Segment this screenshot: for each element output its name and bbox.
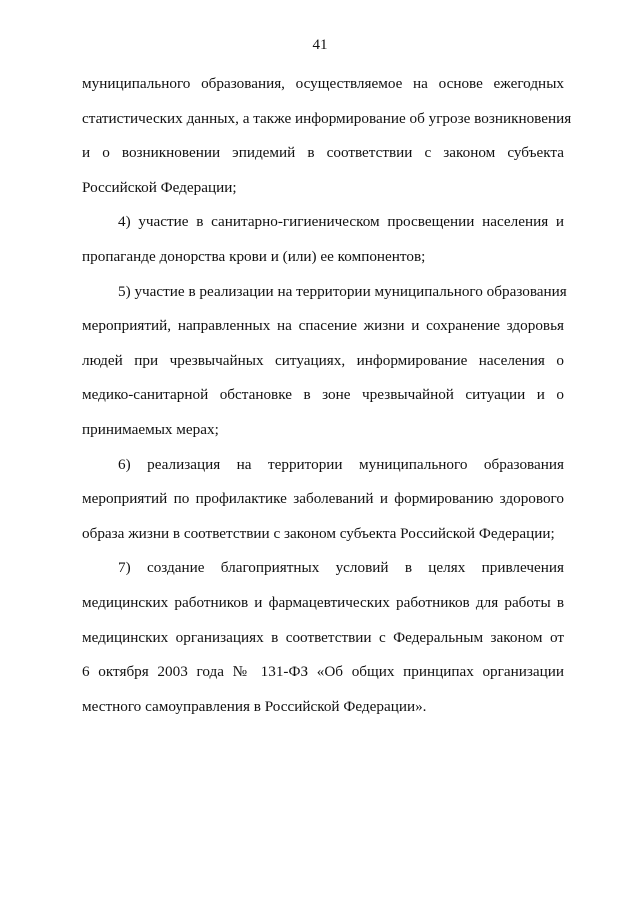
text-line: людей при чрезвычайных ситуациях, информирование населения о — [82, 351, 564, 369]
text-line: 7) создание благоприятных условий в целях привлечения — [118, 559, 564, 577]
document-body — [82, 67, 572, 724]
text-line: местного самоуправления в Российской Федерации». — [82, 697, 427, 715]
text-line: образа жизни в соответствии с законом субъекта Российской Федерации; — [82, 524, 555, 542]
text-line: мероприятий, направленных на спасение жизни и сохранение здоровья — [82, 317, 564, 335]
text-line: 6) реализация на территории муниципального образования — [118, 455, 564, 473]
text-line: медицинских организациях в соответствии с Федеральным законом от — [82, 628, 564, 646]
text-line: муниципального образования, осуществляемое на основе ежегодных — [82, 75, 564, 92]
paragraph-item-4 — [82, 205, 564, 274]
text-line: принимаемых мерах; — [82, 420, 219, 438]
page-number: 41 — [312, 37, 328, 53]
paragraph-continuation — [82, 67, 572, 205]
text-line: медицинских работников и фармацевтических работников для работы в — [82, 593, 564, 611]
text-line: Российской Федерации; — [82, 178, 237, 196]
text-line: 6 октября 2003 года № 131-ФЗ «Об общих принципах организации — [82, 663, 564, 681]
paragraph-item-5 — [82, 275, 567, 448]
text-line: 4) участие в санитарно-гигиеническом просвещении населения и — [118, 213, 564, 231]
paragraph-item-7 — [82, 551, 564, 724]
text-line: пропаганде донорства крови и (или) ее компонентов; — [82, 247, 426, 265]
paragraph-item-6 — [82, 448, 564, 552]
text-line: мероприятий по профилактике заболеваний и формированию здорового — [82, 490, 564, 508]
text-line: 5) участие в реализации на территории муниципального образования — [118, 282, 567, 300]
text-line: и о возникновении эпидемий в соответствии с законом субъекта — [82, 144, 564, 162]
text-line: медико-санитарной обстановке в зоне чрезвычайной ситуации и о — [82, 386, 564, 404]
text-line: статистических данных, а также информирование об угрозе возникновения — [82, 109, 572, 127]
